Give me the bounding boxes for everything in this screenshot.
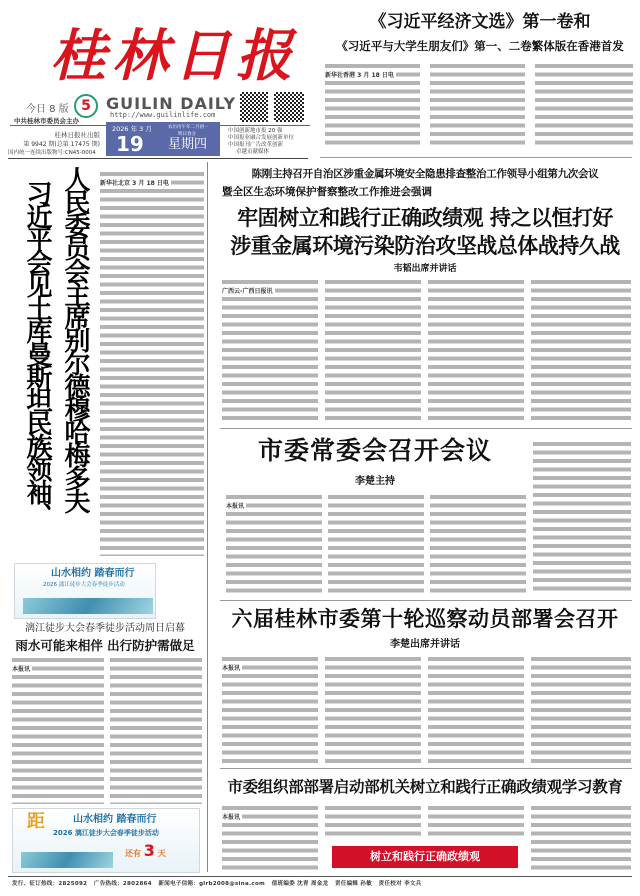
banner-title: 山水相约 踏春而行 xyxy=(51,568,135,579)
story3-body xyxy=(428,655,524,765)
top-story-body xyxy=(325,62,420,148)
xi-headline-line-2: 人民委员会主席别尔德穆哈梅多夫 xyxy=(60,166,90,511)
countdown-days: 3 xyxy=(143,841,155,860)
date-box xyxy=(106,122,220,156)
countdown-suffix: 天 xyxy=(157,849,166,858)
mountain-graphic xyxy=(21,852,113,868)
story1-subtitle: 韦韬出席并讲话 xyxy=(393,264,457,274)
banner-subtitle: 2026 漓江徒步大会春季徒步活动 xyxy=(43,582,125,588)
story2-body xyxy=(226,493,322,593)
mountain-graphic xyxy=(23,598,153,614)
countdown-prefix: 还有 xyxy=(125,849,141,858)
story4-headline: 市委组织部部署启动部机关树立和践行正确政绩观学习教育 xyxy=(227,777,623,796)
top-story-body xyxy=(430,62,525,148)
story1-kicker-1: 陈刚主持召开自治区涉重金属环境安全隐患排查整治工作领导小组第九次会议 xyxy=(251,168,599,180)
column-divider xyxy=(207,162,208,872)
qr-code-2 xyxy=(274,92,304,122)
story2-body xyxy=(430,493,526,593)
story3-body xyxy=(531,655,631,765)
hike-headline: 雨水可能来相伴 出行防护需做足 xyxy=(15,638,195,653)
masthead-logo: 桂林日报 xyxy=(50,23,298,89)
story4-body xyxy=(325,804,421,840)
story4-body xyxy=(428,804,524,840)
honor: 卓越贡献媒体 xyxy=(236,149,270,155)
year-month: 2026 年 3 月 xyxy=(112,125,152,133)
story1-headline-2: 涉重金属环境污染防治攻坚战总体战持久战 xyxy=(230,234,620,258)
footer-info: 发行、征订热线：2825092 广告热线：2802864 新闻电子信箱：glrb2008@sina.com 值班编委 沈青 周金龙 责任编辑 孙敏 责任校对 李文兵 xyxy=(12,881,422,887)
dateline: 新华社北京 3 月 18 日电 xyxy=(100,180,169,187)
story1-body xyxy=(428,278,524,423)
issue-number: 第 9942 期(总第 17475 期) xyxy=(23,141,100,148)
countdown xyxy=(125,842,166,863)
story3-body xyxy=(325,655,421,765)
story1-body xyxy=(325,278,421,423)
honor: 中国报刊广告改革创新 xyxy=(228,142,284,148)
dateline: 本报讯 xyxy=(222,665,241,672)
day: 19 xyxy=(116,132,144,156)
hike-banner xyxy=(14,563,156,619)
qr-code-1 xyxy=(240,92,268,122)
honors-list xyxy=(228,128,294,156)
top-story-body xyxy=(535,62,633,148)
publication-number: 国内统一连续出版物号:CN45-0004 xyxy=(8,150,96,156)
story2-subtitle: 李楚主持 xyxy=(355,476,395,487)
story3-headline: 六届桂林市委第十轮巡察动员部署会召开 xyxy=(231,607,619,631)
story3-body xyxy=(222,655,318,765)
story2-body xyxy=(533,440,631,593)
solar-term: 明日春分 xyxy=(178,132,196,137)
dateline: 本报讯 xyxy=(226,503,245,510)
lunar-date: 农历丙午年二月初一 xyxy=(168,125,209,130)
story4-tag: 树立和践行正确政绩观 xyxy=(332,846,518,868)
xi-headline-line-1: 习近平会见土库曼斯坦民族领袖、 xyxy=(22,180,52,525)
ad-prefix: 距 xyxy=(27,811,45,832)
hike-body xyxy=(12,656,104,804)
dateline: 本报讯 xyxy=(222,814,241,821)
dateline: 本报讯 xyxy=(12,666,31,673)
top-story-title-2: 《习近平与大学生朋友们》第一、二卷繁体版在香港首发 xyxy=(336,39,624,53)
xi-story-body xyxy=(100,170,204,556)
weekday: 星期四 xyxy=(168,137,208,152)
english-name: GUILIN DAILY xyxy=(106,94,237,113)
story3-subtitle: 李楚出席并讲话 xyxy=(390,639,460,650)
story2-body xyxy=(328,493,424,593)
dateline: 新华社香港 3 月 18 日电 xyxy=(325,72,394,79)
ad-subtitle: 2026 漓江徒步大会春季徒步活动 xyxy=(53,829,159,837)
story4-body xyxy=(531,804,631,870)
website-url: http://www.guilinlife.com xyxy=(110,111,216,119)
hike-kicker: 漓江徒步大会春季徒步活动周日启幕 xyxy=(25,623,185,634)
honor: 中国报业融合发展创新单位 xyxy=(228,135,295,141)
hike-countdown-ad xyxy=(12,808,200,873)
dateline: 广西云-广西日报讯 xyxy=(222,288,273,295)
story1-body xyxy=(531,278,631,423)
ad-title: 山水相约 踏春而行 xyxy=(73,814,157,825)
story1-body xyxy=(222,278,318,423)
sponsor: 中共桂林市委员会主办 xyxy=(14,117,79,125)
edition-count: 今日 8 版 xyxy=(26,104,69,115)
publisher: 桂林日报社出版 xyxy=(54,131,100,139)
story2-headline: 市委常委会召开会议 xyxy=(257,436,492,465)
hike-body xyxy=(110,656,202,804)
story1-kicker-2: 暨全区生态环境保护督察整改工作推进会强调 xyxy=(222,186,432,198)
honor: 中国创新地市报 20 强 xyxy=(228,128,283,134)
story1-headline-1: 牢固树立和践行正确政绩观 持之以恒打好 xyxy=(237,206,613,230)
top-story-title-1: 《习近平经济文选》第一卷和 xyxy=(369,12,591,32)
story4-body xyxy=(222,804,318,870)
anniversary-logo: 5 xyxy=(74,94,98,118)
